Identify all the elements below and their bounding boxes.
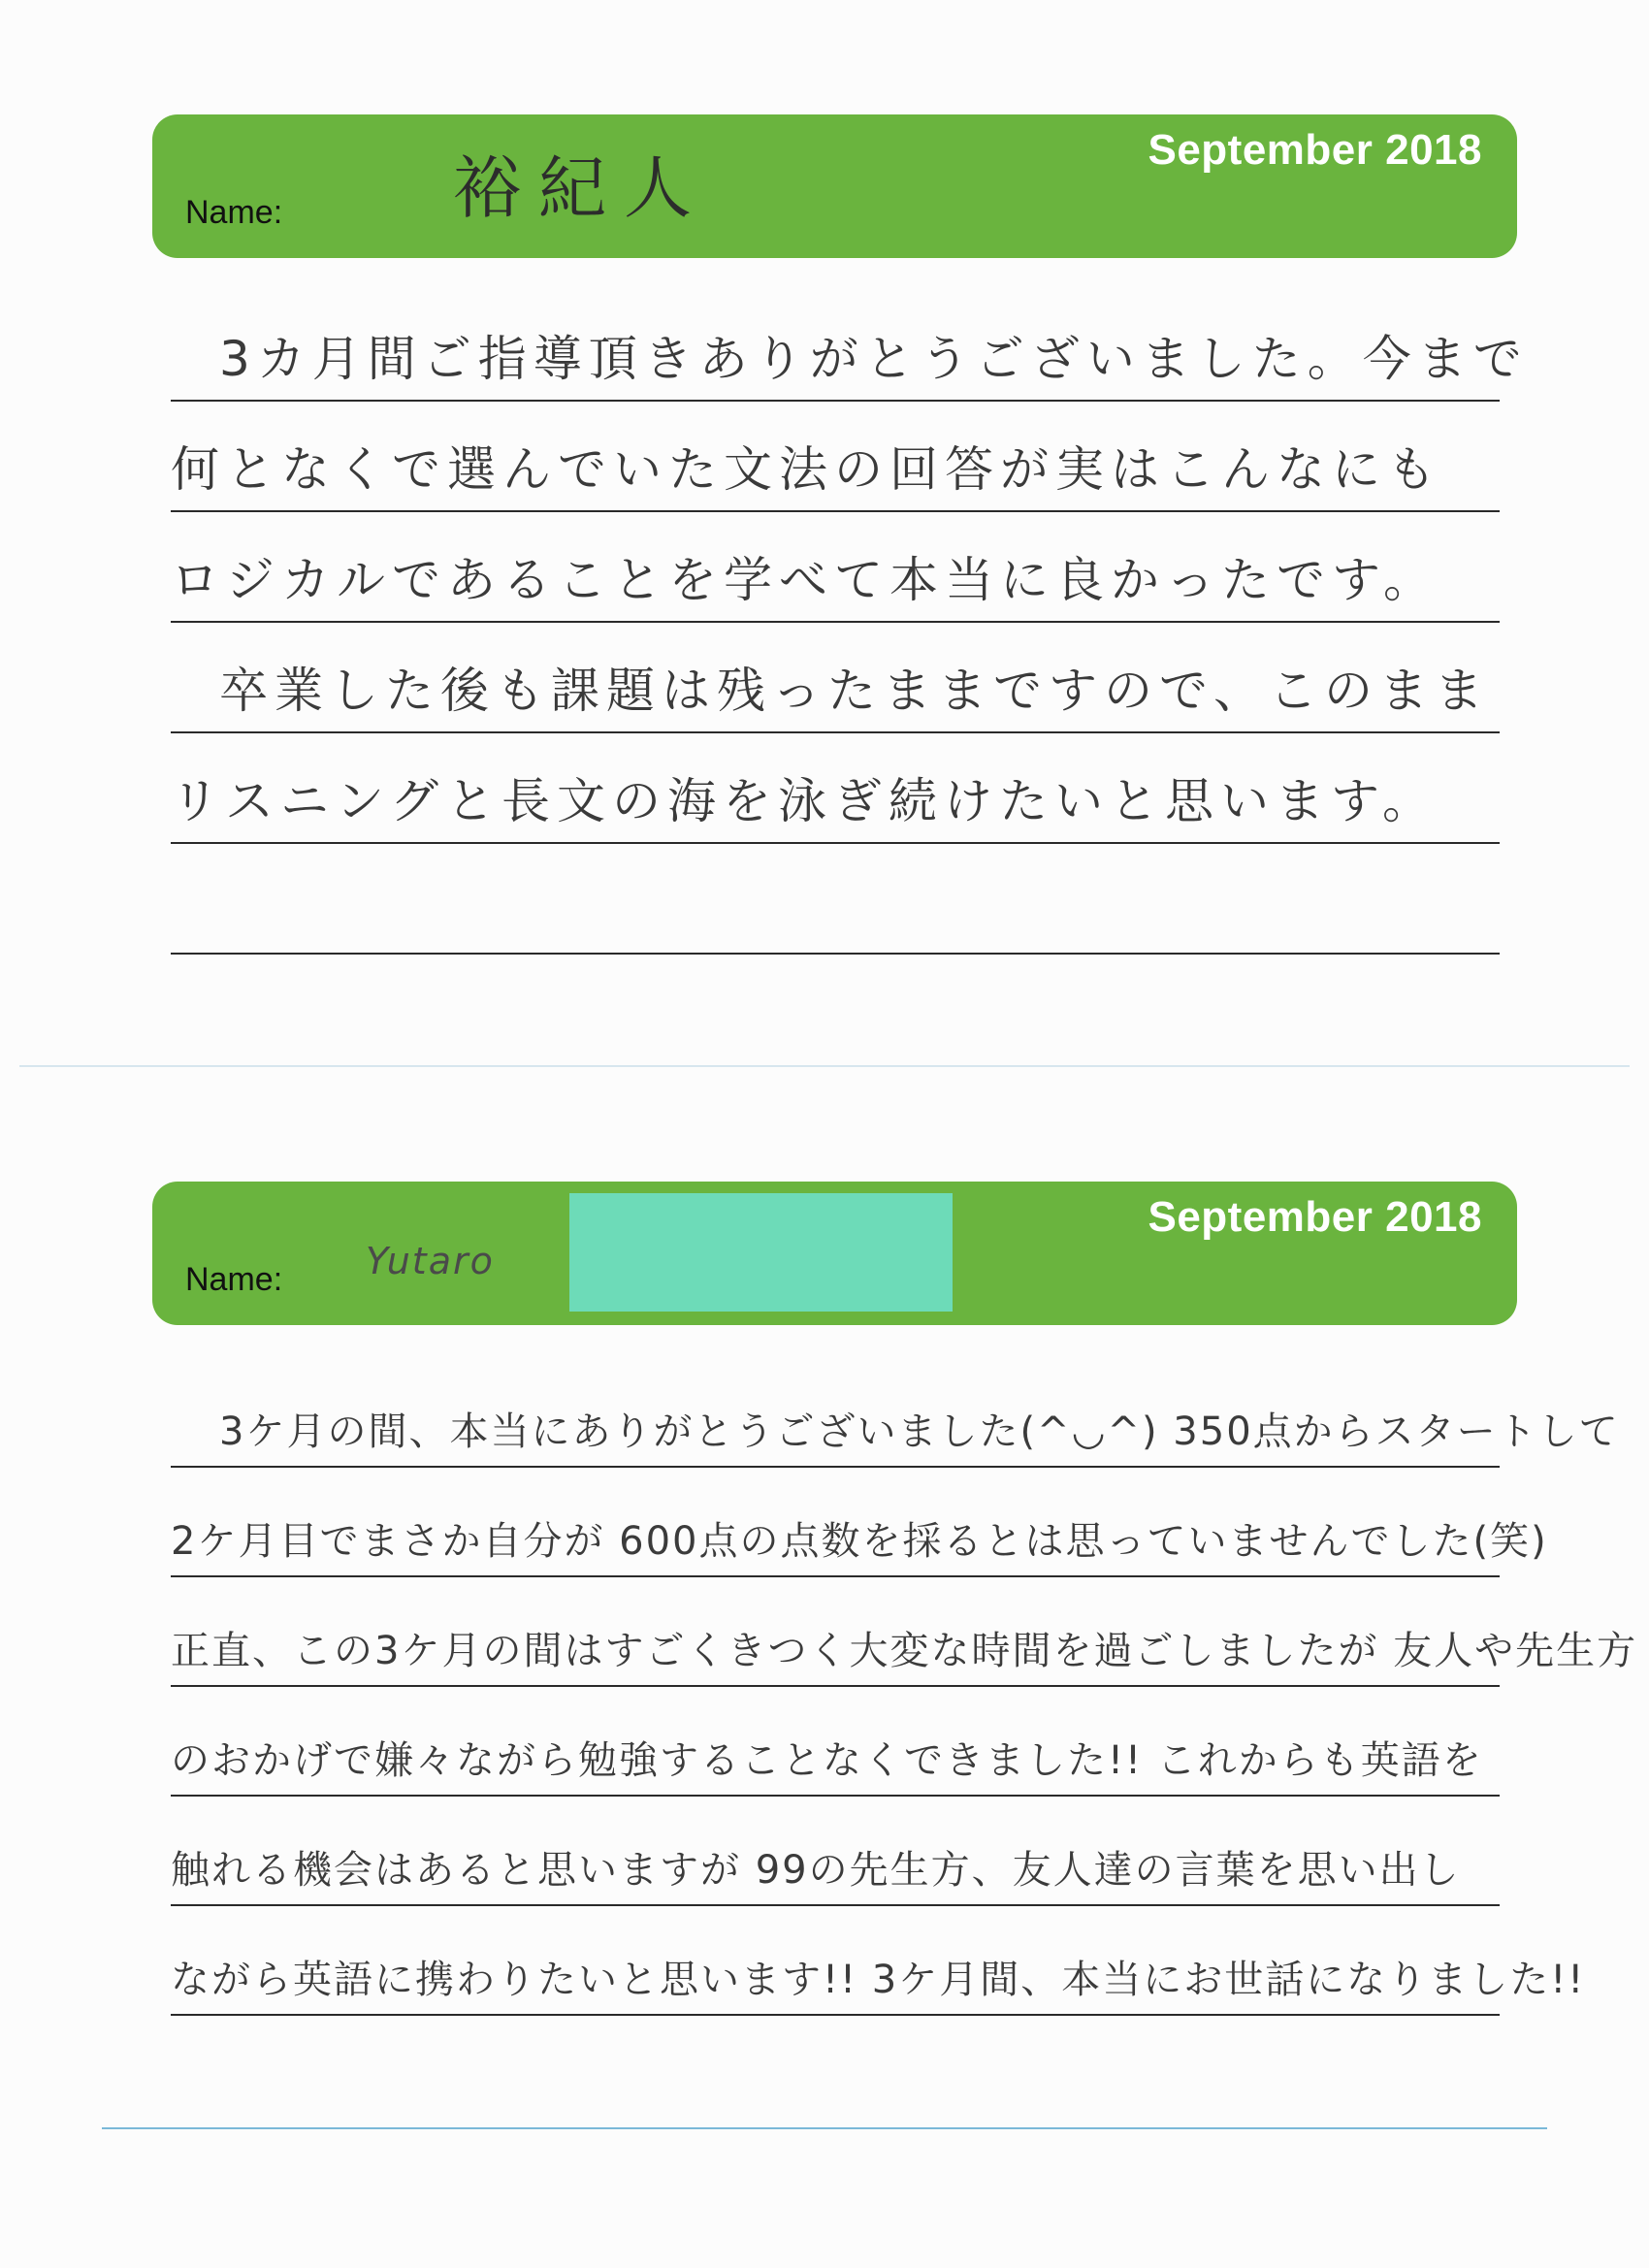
ruled-line xyxy=(171,1358,1620,1468)
handwritten-line: 何となくで選んでいた文法の回答が実はこんなにも xyxy=(171,441,1442,498)
handwritten-line: 卒業した後も課題は残ったままですので、このまま xyxy=(219,663,1490,719)
ruled-line xyxy=(171,1906,1586,2016)
ruled-line xyxy=(171,402,1500,512)
card-separator xyxy=(102,2127,1547,2129)
card-header xyxy=(152,1182,1517,1325)
message-card-1 xyxy=(0,0,1649,1067)
ruled-line xyxy=(171,623,1500,733)
handwritten-line: のおかげで嫌々ながら勉強することなくできました!! これからも英語を xyxy=(171,1738,1483,1783)
name-label: Name: xyxy=(185,194,283,231)
ruled-line xyxy=(171,291,1529,402)
name-label: Name: xyxy=(185,1261,283,1298)
message-lines xyxy=(171,291,1529,955)
handwritten-line: 触れる機会はあると思いますが 99の先生方、友人達の言葉を思い出し xyxy=(171,1848,1461,1893)
ruled-line xyxy=(171,733,1500,844)
handwritten-line: リスニングと長文の海を泳ぎ続けたいと思います。 xyxy=(171,773,1438,829)
ruled-line xyxy=(171,1577,1638,1687)
handwritten-name: 裕紀人 xyxy=(453,148,709,228)
message-lines xyxy=(171,1358,1638,2016)
header-date: September 2018 xyxy=(1148,1193,1482,1241)
ruled-line xyxy=(171,1687,1500,1797)
handwritten-line: ながら英語に携わりたいと思います!! 3ケ月間、本当にお世話になりました!! xyxy=(171,1958,1586,2002)
redaction-box xyxy=(569,1193,953,1312)
handwritten-line: ロジカルであることを学べて本当に良かったです。 xyxy=(171,552,1439,608)
ruled-line xyxy=(171,512,1500,623)
ruled-line xyxy=(171,1797,1500,1906)
handwritten-line: 2ケ月目でまさか自分が 600点の点数を採るとは思っていませんでした(笑) xyxy=(171,1519,1548,1564)
header-date: September 2018 xyxy=(1148,126,1482,174)
ruled-line xyxy=(171,844,1500,955)
ruled-line xyxy=(171,1468,1548,1577)
handwritten-line: 正直、この3ケ月の間はすごくきつく大変な時間を過ごしましたが 友人や先生方 xyxy=(171,1629,1638,1673)
handwritten-name: Yutaro xyxy=(366,1240,495,1282)
message-card-2 xyxy=(0,1067,1649,2268)
card-header xyxy=(152,114,1517,258)
handwritten-line: 3カ月間ご指導頂きありがとうございました。今まで xyxy=(219,331,1529,387)
handwritten-line: 3ケ月の間、本当にありがとうございました(^◡^) 350点からスタートして xyxy=(219,1409,1620,1454)
